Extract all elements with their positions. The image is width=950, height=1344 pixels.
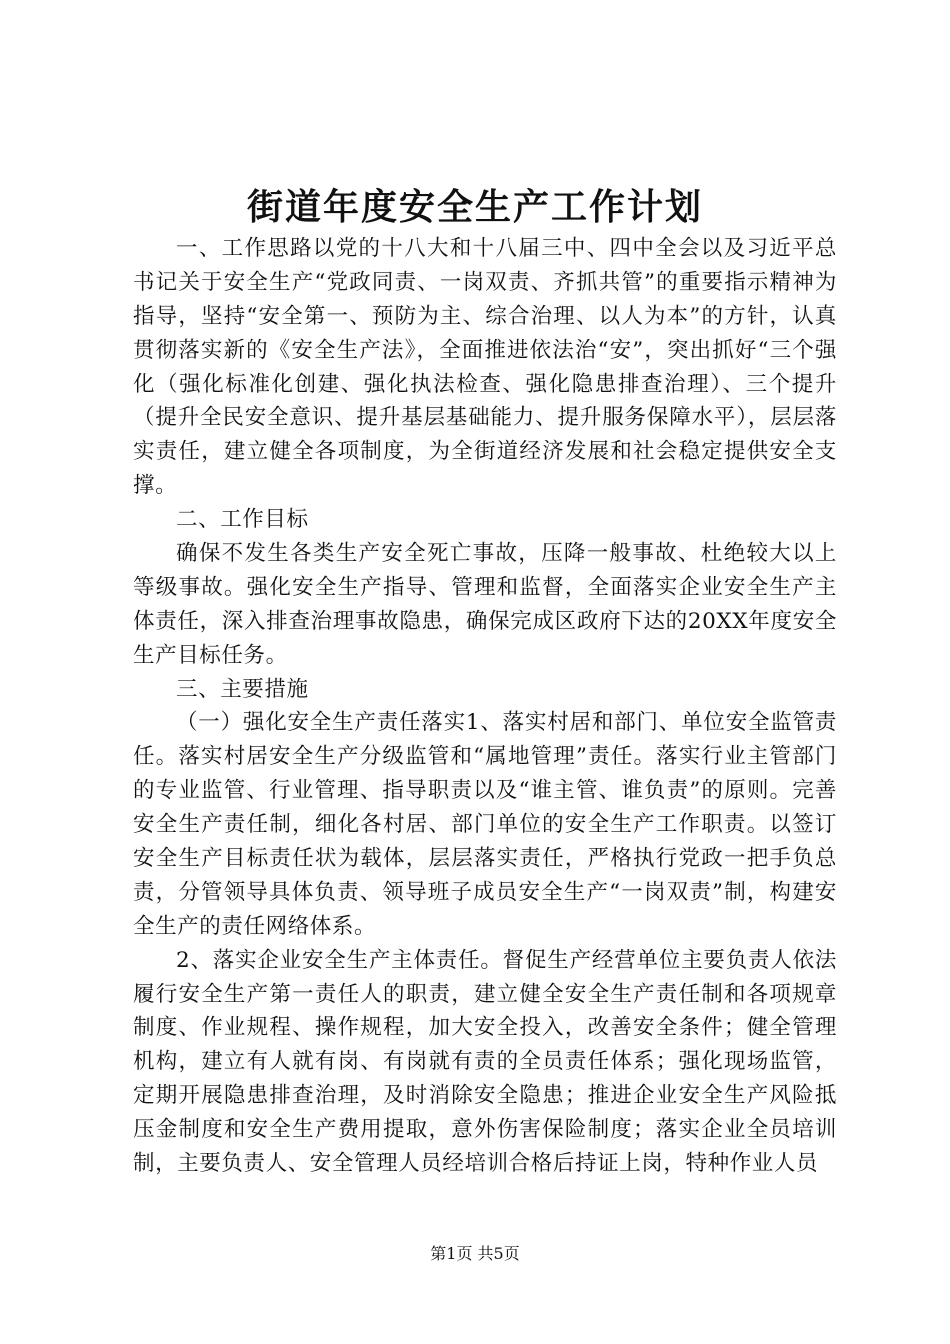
heading-work-goals: 二、工作目标 bbox=[176, 507, 309, 533]
paragraph-measure-1: （一）强化安全生产责任落实1、落实村居和部门、单位安全监管责任。落实村居安全生产分级监管和“属地管理”责任。落实行业主管部门的专业监管、行业管理、指导职责以及“谁主管、谁负责”的原则。完善安全生产责任制，细化各村居、部门单位的安全生产工作职责。以签订安全生产目标责任状为载体，层层落实责任，严格执行党政一把手负总责，分管领导具体负责、领导班子成员安全生产“一岗双责”制，构建安全生产的责任网络体系。 bbox=[133, 710, 837, 939]
heading-main-measures: 三、主要措施 bbox=[176, 676, 309, 702]
paragraph-work-goals: 确保不发生各类生产安全死亡事故，压降一般事故、杜绝较大以上等级事故。强化安全生产指导、管理和监督，全面落实企业安全生产主体责任，深入排查治理事故隐患，确保完成区政府下达的20XX年度安全生产目标任务。 bbox=[133, 541, 837, 668]
paragraph-work-approach: 一、工作思路以党的十八大和十八届三中、四中全会以及习近平总书记关于安全生产“党政同责、一岗双责、齐抓共管”的重要指示精神为指导，坚持“安全第一、预防为主、综合治理、以人为本”的方针，认真贯彻落实新的《安全生产法》，全面推进依法治“安”，突出抓好“三个强化（强化标准化创建、强化执法检查、强化隐患排查治理）、三个提升（提升全民安全意识、提升基层基础能力、提升服务保障水平），层层落实责任，建立健全各项制度，为全街道经济发展和社会稳定提供安全支撑。 bbox=[133, 236, 837, 499]
document-body bbox=[133, 232, 837, 1181]
paragraph-measure-2: 2、落实企业安全生产主体责任。督促生产经营单位主要负责人依法履行安全生产第一责任人的职责，建立健全安全生产责任制和各项规章制度、作业规程、操作规程，加大安全投入，改善安全条件；健全管理机构，建立有人就有岗、有岗就有责的全员责任体系；强化现场监管，定期开展隐患排查治理，及时消除安全隐患；推进企业安全生产风险抵压金制度和安全生产费用提取，意外伤害保险制度；落实企业全员培训制，主要负责人、安全管理人员经培训合格后持证上岗，特种作业人员 bbox=[133, 947, 837, 1177]
page-number-footer: 第1页 共5页 bbox=[430, 1244, 520, 1263]
document-title: 街道年度安全生产工作计划 bbox=[246, 186, 703, 228]
